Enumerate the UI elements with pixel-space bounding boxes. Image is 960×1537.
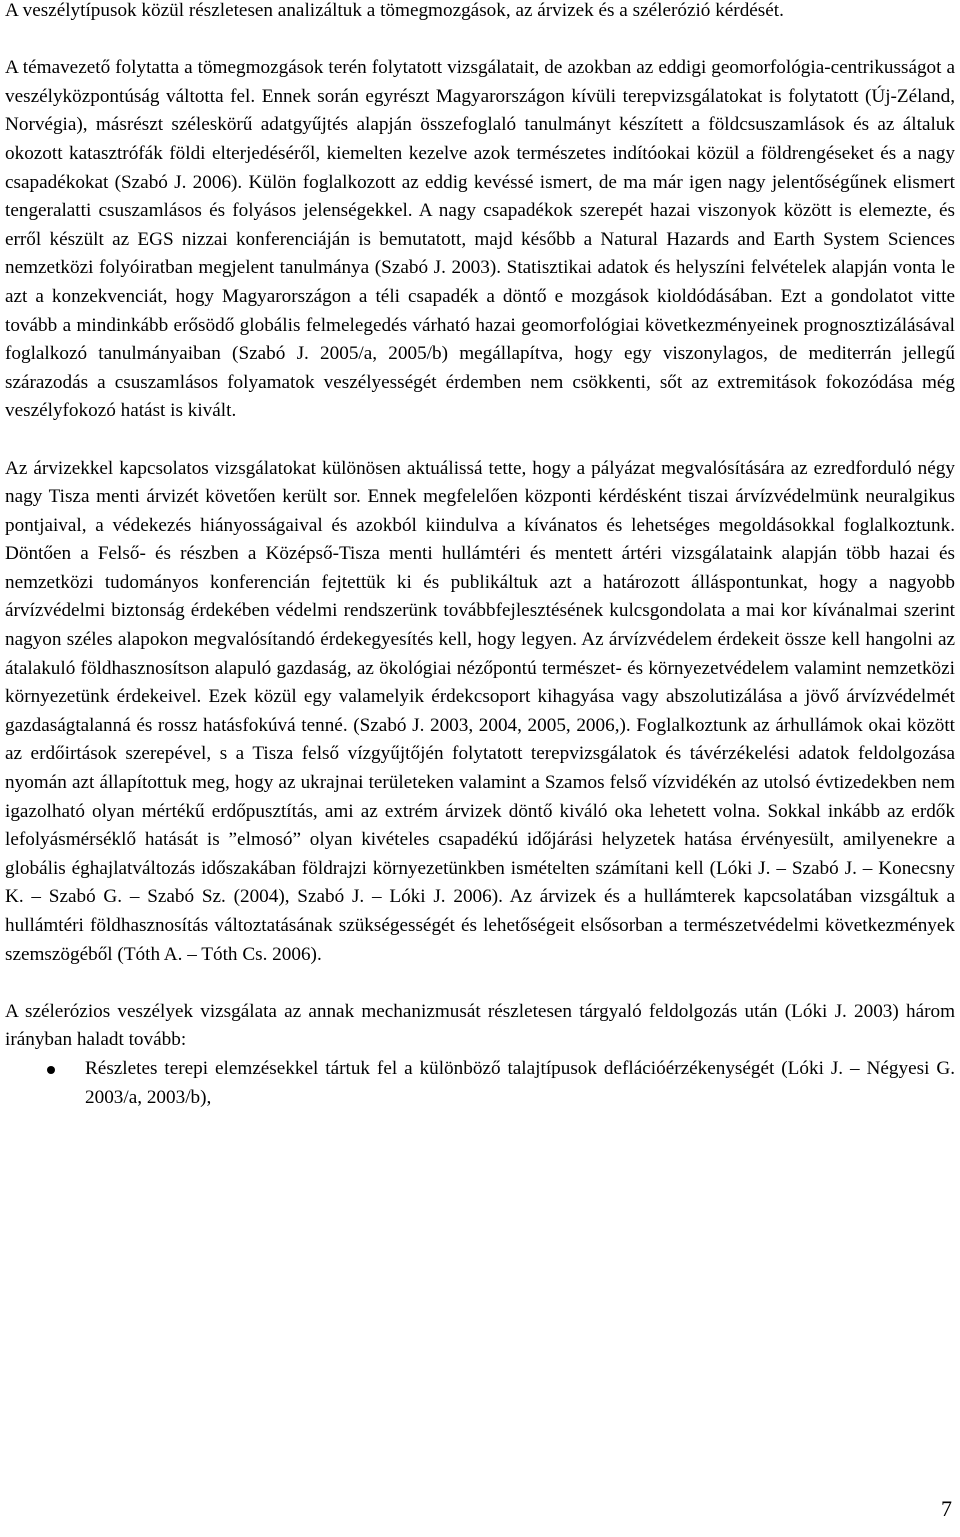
paragraph-floods: Az árvizekkel kapcsolatos vizsgálatokat különösen aktuálissá tette, hogy a pályázat megvalósítására az ezredforduló négy nagy Tisza menti árvizét követően került sor. Ennek megfelelően központi kérdésként tiszai árvízvédelmünk neuralgikus pontjaival, a védekezés hiányosságaival és azokból kiindulva a kívánatos és lehetséges megoldásokkal foglalkoztunk. Döntően a Felső- és részben a Középső-Tisza menti hullámtéri és mentett ártéri vizsgálataink alapján több hazai és nemzetközi tudományos konferencián fejtettük ki és publikáltuk azt a határozott álláspontunkat, hogy a nagyobb árvízvédelmi biztonság érdekében védelmi rendszerünk továbbfejlesztésének kulcsgondolata a mai kor kívánalmai szerint nagyon széles alapokon megvalósítandó érdekegyesítés kell, hogy legyen. Az árvízvédelem érdekeit össze kell hangolni az átalakuló földhasznosítson alapuló gazdaság, az ökológiai nézőpontú természet- és környezetvédelem valamint nemzetközi környezetünk érdekeivel. Ezek közül egy valamelyik érdekcsoport kihagyása vagy abszolutizálása a jövő árvízvédelmét gazdaságtalanná és rossz hatásfokúvá tenné. (Szabó J. 2003, 2004, 2005, 2006,). Foglalkoztunk az árhullámok okai között az erdőirtások szerepével, s a Tisza felső vízgyűjtőjén folytatott terepvizsgálatok és távérzékelési adatok feldolgozása nyomán azt állapítottuk meg, hogy az ukrajnai területeken valamint a Szamos felső vízvidékén az utolsó évtizedekben nem igazolható olyan mértékű erdőpusztítás, ami az extrém árvizek döntő kiváló oka lehetett volna. Sokkal inkább az erdők lefolyásmérséklő hatását is ”elmosó” olyan kivételes csapadékú időjárási helyzetek hatása érvényesült, amilyenekre a globális éghajlatváltozás időszakában földrajzi környezetünkben ismételten számítani kell (Lóki J. – Szabó J. – Konecsny K. – Szabó G. – Szabó Sz. (2004), Szabó J. – Lóki J. 2006). Az árvizek és a hullámterek kapcsolatában vizsgáltuk a hullámtéri földhasznosítás változtatásának szükségességét és lehetőségeit elsősorban a természetvédelmi következmények szemszögéből (Tóth A. – Tóth Cs. 2006). xyxy=(5,457,955,965)
paragraph-mass-movements: A témavezető folytatta a tömegmozgások terén folytatott vizsgálatait, de azokban az eddigi geomorfológia-centrikusságot a veszélyközpontúság váltotta fel. Ennek során egyrészt Magyarországon kívüli terepvizsgálatokat is folytatott (Új-Zéland, Norvégia), másrészt széleskörű adatgyűjtés alapján összefoglaló tanulmányt készített a földcsuszamlások és az általuk okozott katasztrófák földi elterjedéséről, kiemelten kezelve azok természetes indítóokai közül a földrengéseket és a nagy csapadékokat (Szabó J. 2006). Külön foglalkozott az eddig kevéssé ismert, de ma már igen nagy jelentőségűnek elismert tengeralatti csuszamlásos és folyásos jelenségekkel. A nagy csapadékok szerepét hazai viszonyok között is elemezte, és erről készült az EGS nizzai konferenciáján is bemutatott, majd később a Natural Hazards and Earth System Sciences nemzetközi folyóiratban megjelent tanulmánya (Szabó J. 2003). Statisztikai adatok és helyszíni felvételek alapján vonta le azt a konzekvenciát, hogy Magyarországon a téli csapadék a döntő e mozgások kioldódásában. Ezt a gondolatot vitte tovább a mindinkább erősödő globális felmelegedés várható hazai geomorfológiai következményeinek prognosztizálásával foglalkozó tanulmányaiban (Szabó J. 2005/a, 2005/b) megállapítva, hogy egy viszonylagos, de mediterrán jellegű szárazodás a csuszamlásos folyamatok veszélyességét érdemben nem csökkenti, sőt az extremitások fokozódása még veszélyfokozó hatást is kivált. xyxy=(5,57,955,422)
paragraph-gap xyxy=(5,426,955,455)
paragraph-wind-erosion: A szélerózios veszélyek vizsgálata az annak mechanizmusát részletesen tárgyaló feldolgozás után (Lóki J. 2003) három irányban haladt tovább: xyxy=(5,1000,955,1051)
paragraph-gap xyxy=(5,26,955,55)
paragraph-intro: A veszélytípusok közül részletesen analizáltuk a tömegmozgások, az árvizek és a szélerózió kérdését. xyxy=(5,0,784,21)
document-page xyxy=(5,0,955,1112)
bullet-list xyxy=(5,1055,955,1112)
list-item xyxy=(5,1055,955,1112)
paragraph-gap xyxy=(5,969,955,998)
list-item-text: Részletes terepi elemzésekkel tártuk fel a különböző talajtípusok deflációérzékenységét (Lóki J. – Négyesi G. 2003/a, 2003/b), xyxy=(85,1057,955,1108)
bullet-icon xyxy=(47,1066,55,1074)
page-number: 7 xyxy=(941,1496,952,1521)
